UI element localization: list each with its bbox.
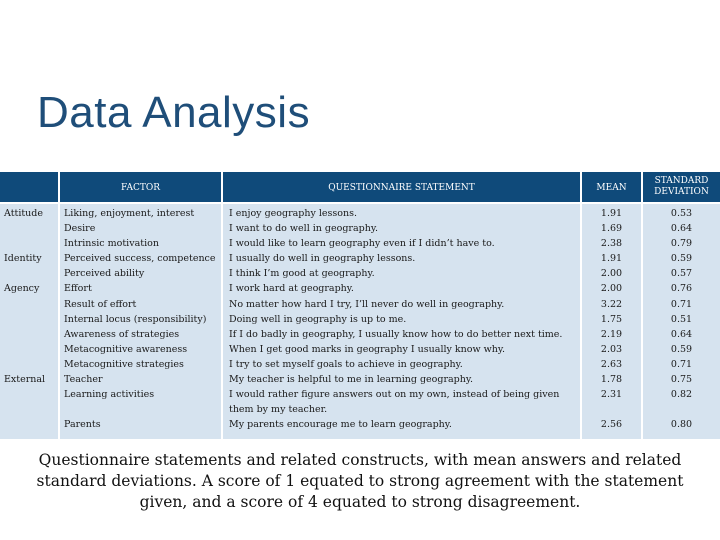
page-title: Data Analysis (37, 88, 311, 137)
mean-cell: 2.56 (600, 419, 623, 431)
statement-column (229, 206, 579, 432)
sd-cell: 0.64 (670, 223, 693, 235)
factor-cell: Result of effort (64, 298, 137, 310)
sd-cell: 0.76 (670, 283, 693, 295)
column-divider (221, 172, 223, 439)
factor-column (64, 206, 219, 432)
sd-cell: 0.59 (670, 343, 693, 355)
factor-cell: Liking, enjoyment, interest (64, 208, 195, 219)
statement-cell: I try to set myself goals to achieve in geography. (229, 358, 463, 370)
statement-cell: My parents encourage me to learn geography. (229, 419, 452, 431)
sd-cell: 0.64 (670, 328, 693, 340)
factor-cell: Metacognitive awareness (64, 343, 188, 355)
factor-cell: Metacognitive strategies (64, 358, 184, 370)
header-mean: MEAN (596, 183, 627, 193)
statement-cell: I want to do well in geography. (229, 223, 378, 235)
sd-cell: 0.82 (670, 389, 693, 401)
factor-cell: Perceived success, competence (64, 253, 216, 265)
statement-cell: them by my teacher. (229, 404, 328, 416)
factor-cell: Parents (64, 419, 101, 431)
statement-cell: I enjoy geography lessons. (229, 208, 358, 219)
construct-label: External (4, 374, 46, 385)
statement-cell: If I do badly in geography, I usually know how to do better next time. (229, 328, 563, 340)
mean-cell: 2.00 (600, 268, 623, 280)
header-factor: FACTOR (120, 183, 160, 193)
statement-cell: My teacher is helpful to me in learning geography. (229, 374, 473, 386)
header-sd-line1: STANDARD (654, 176, 709, 186)
mean-cell: 1.75 (600, 313, 623, 325)
sd-cell: 0.79 (670, 238, 693, 250)
data-table (0, 172, 720, 439)
factor-cell: Teacher (64, 374, 103, 386)
statement-cell: I work hard at geography. (229, 283, 354, 295)
factor-cell: Awareness of strategies (64, 328, 180, 340)
factor-cell: Learning activities (64, 389, 155, 401)
statement-cell: No matter how hard I try, I’ll never do well in geography. (229, 298, 505, 310)
sd-cell: 0.71 (670, 358, 693, 370)
header-sd-line2: DEVIATION (654, 187, 709, 197)
statement-cell: I would like to learn geography even if I didn’t have to. (229, 238, 495, 250)
mean-cell: 1.69 (600, 223, 623, 235)
factor-cell: Effort (64, 283, 92, 295)
mean-cell: 2.38 (600, 238, 623, 250)
construct-label: Agency (4, 283, 40, 294)
header-divider (0, 202, 720, 204)
sd-cell: 0.59 (670, 253, 693, 265)
mean-cell (582, 402, 641, 417)
mean-cell: 2.03 (600, 343, 623, 355)
factor-cell: Perceived ability (64, 268, 145, 280)
sd-column (643, 206, 720, 432)
mean-cell: 3.22 (600, 298, 623, 310)
statement-cell: When I get good marks in geography I usually know why. (229, 343, 506, 355)
sd-cell: 0.51 (670, 313, 693, 325)
mean-cell: 1.91 (600, 253, 623, 265)
factor-cell: Intrinsic motivation (64, 238, 159, 250)
sd-cell (643, 402, 720, 417)
factor-cell: Desire (64, 223, 96, 235)
mean-cell: 1.91 (600, 208, 623, 219)
factor-cell: Internal locus (responsibility) (64, 313, 207, 325)
sd-cell: 0.53 (670, 208, 693, 219)
sd-cell: 0.57 (670, 268, 693, 280)
statement-cell: I think I’m good at geography. (229, 268, 375, 280)
header-sd (643, 176, 720, 198)
mean-cell: 2.63 (600, 358, 623, 370)
construct-label: Attitude (4, 208, 44, 219)
header-statement: QUESTIONNAIRE STATEMENT (328, 183, 475, 193)
statement-cell: I usually do well in geography lessons. (229, 253, 416, 265)
sd-cell: 0.75 (670, 374, 693, 386)
mean-cell: 1.78 (600, 374, 623, 386)
mean-cell: 2.00 (600, 283, 623, 295)
mean-cell: 2.31 (600, 389, 623, 401)
statement-cell: I would rather figure answers out on my own, instead of being given (229, 389, 560, 401)
sd-cell: 0.80 (670, 419, 693, 431)
mean-cell: 2.19 (600, 328, 623, 340)
statement-cell: Doing well in geography is up to me. (229, 313, 407, 325)
mean-column (582, 206, 641, 432)
construct-label: Identity (4, 253, 42, 264)
column-divider (58, 172, 60, 439)
factor-cell (64, 402, 219, 417)
caption: Questionnaire statements and related constructs, with mean answers and related standard deviations. A score of 1 equated to strong agreement with the statement given, and a score of 4 equated to strong disagreement. (36, 451, 684, 511)
sd-cell: 0.71 (670, 298, 693, 310)
